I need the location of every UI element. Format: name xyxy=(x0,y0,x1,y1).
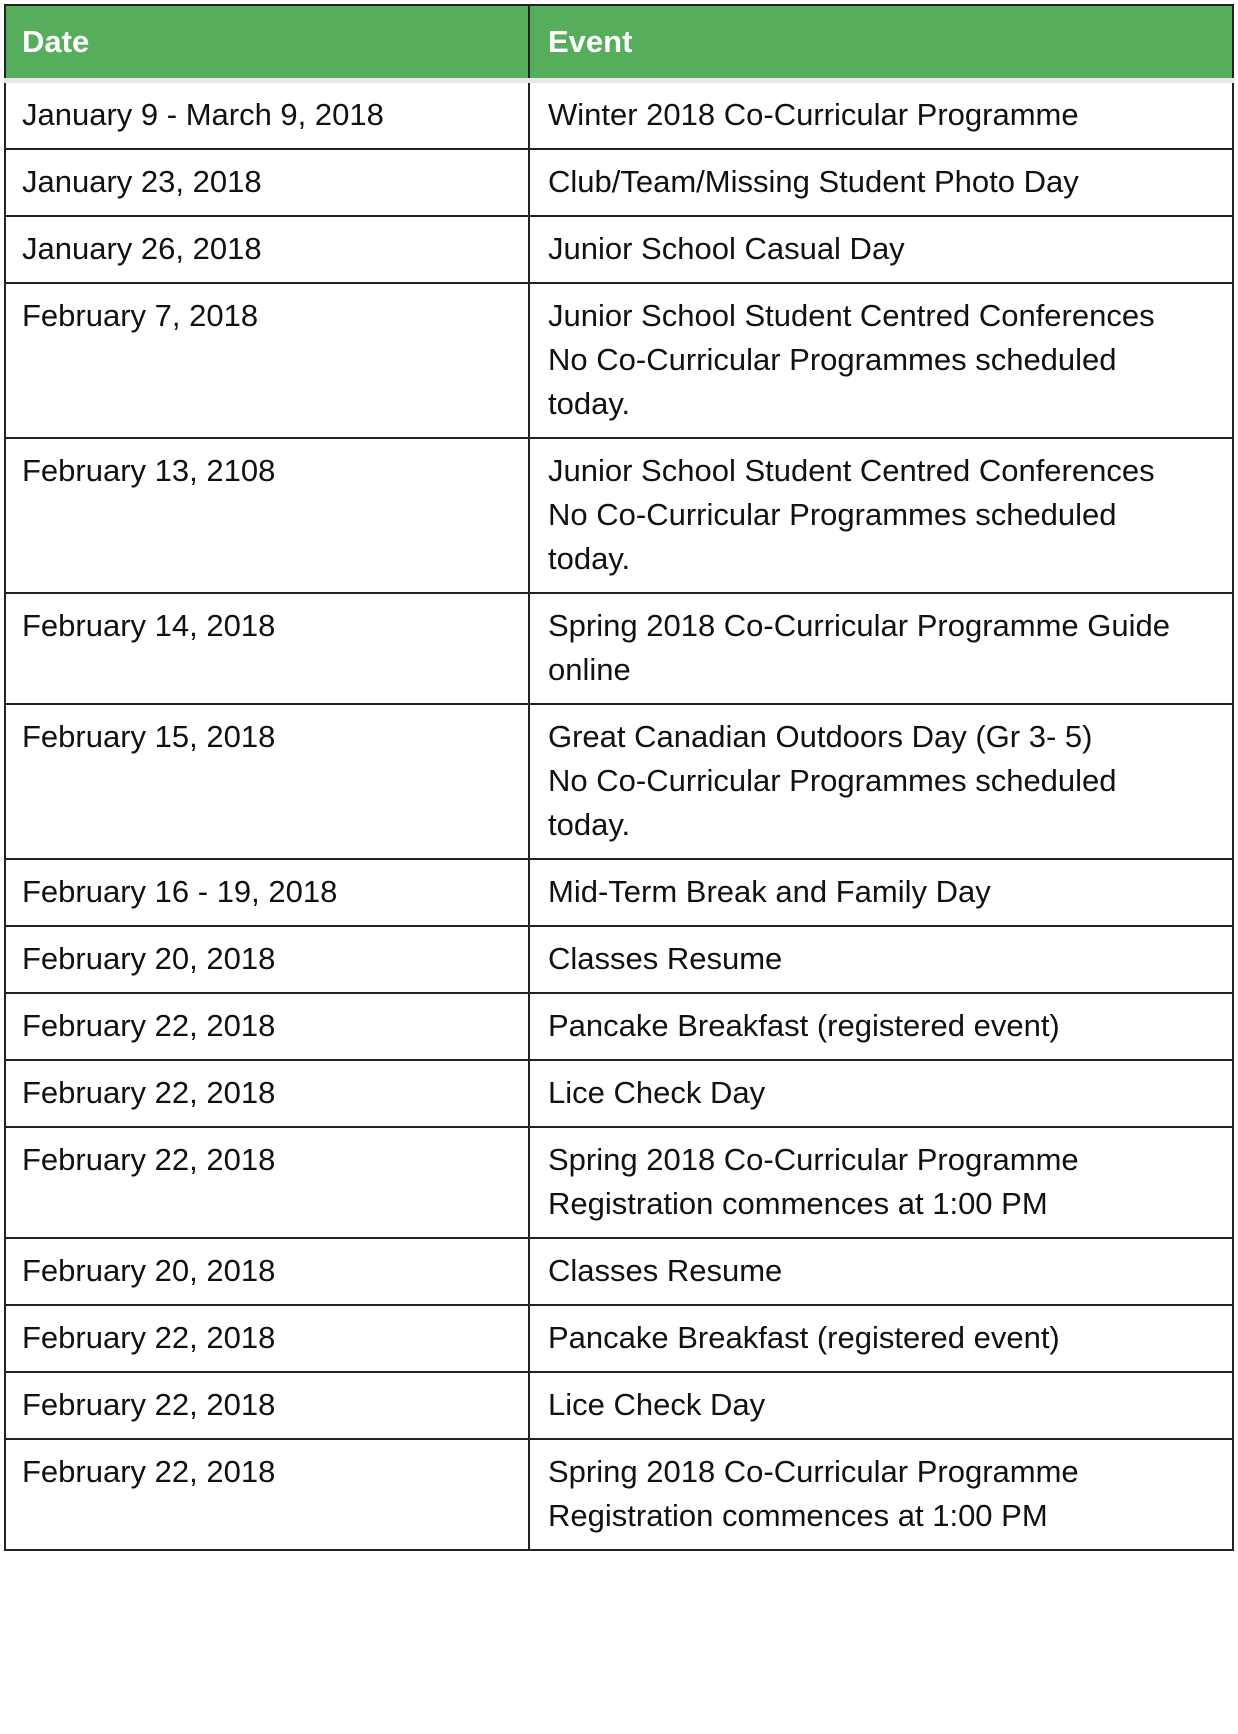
event-text-line: Pancake Breakfast (registered event) xyxy=(548,1008,1060,1043)
event-cell xyxy=(529,593,1233,704)
date-cell: February 22, 2018 xyxy=(5,1439,529,1550)
event-cell xyxy=(529,1305,1233,1372)
table-row xyxy=(5,859,1233,926)
date-cell: January 23, 2018 xyxy=(5,149,529,216)
event-cell xyxy=(529,926,1233,993)
event-cell xyxy=(529,1127,1233,1238)
date-cell: February 13, 2108 xyxy=(5,438,529,593)
table-row xyxy=(5,216,1233,283)
event-text-line: Junior School Casual Day xyxy=(548,231,905,266)
event-cell xyxy=(529,81,1233,150)
date-cell: February 22, 2018 xyxy=(5,1305,529,1372)
table-row xyxy=(5,1305,1233,1372)
date-cell: February 22, 2018 xyxy=(5,1060,529,1127)
events-table xyxy=(4,4,1234,1551)
event-cell xyxy=(529,283,1233,438)
event-text-line: today. xyxy=(548,541,631,576)
table-row xyxy=(5,704,1233,859)
event-cell xyxy=(529,1238,1233,1305)
event-cell xyxy=(529,1372,1233,1439)
event-text-line: Junior School Student Centred Conferences xyxy=(548,298,1155,333)
event-cell xyxy=(529,859,1233,926)
date-cell: February 7, 2018 xyxy=(5,283,529,438)
event-text-line: Great Canadian Outdoors Day (Gr 3- 5) xyxy=(548,719,1093,754)
event-text-line: No Co-Curricular Programmes scheduled xyxy=(548,497,1117,532)
event-cell xyxy=(529,993,1233,1060)
event-cell xyxy=(529,1439,1233,1550)
date-cell: February 14, 2018 xyxy=(5,593,529,704)
event-column-header: Event xyxy=(529,5,1233,81)
header-row xyxy=(5,5,1233,81)
event-text-line: Mid-Term Break and Family Day xyxy=(548,874,991,909)
table-row xyxy=(5,993,1233,1060)
event-text-line: Spring 2018 Co-Curricular Programme xyxy=(548,1142,1079,1177)
event-text-line: Winter 2018 Co-Curricular Programme xyxy=(548,97,1079,132)
date-cell: February 22, 2018 xyxy=(5,993,529,1060)
date-cell: February 20, 2018 xyxy=(5,926,529,993)
table-row xyxy=(5,926,1233,993)
table-row xyxy=(5,593,1233,704)
table-row xyxy=(5,438,1233,593)
date-cell: February 15, 2018 xyxy=(5,704,529,859)
date-cell: February 20, 2018 xyxy=(5,1238,529,1305)
date-cell: January 9 - March 9, 2018 xyxy=(5,81,529,150)
event-cell xyxy=(529,438,1233,593)
event-text-line: Classes Resume xyxy=(548,941,783,976)
event-text-line: today. xyxy=(548,807,631,842)
event-text-line: online xyxy=(548,652,631,687)
date-column-header: Date xyxy=(5,5,529,81)
event-text-line: today. xyxy=(548,386,631,421)
table-row xyxy=(5,1372,1233,1439)
date-cell: January 26, 2018 xyxy=(5,216,529,283)
event-cell xyxy=(529,149,1233,216)
event-text-line: No Co-Curricular Programmes scheduled xyxy=(548,342,1117,377)
event-text-line: Registration commences at 1:00 PM xyxy=(548,1186,1048,1221)
date-cell: February 16 - 19, 2018 xyxy=(5,859,529,926)
date-cell: February 22, 2018 xyxy=(5,1372,529,1439)
event-text-line: Junior School Student Centred Conferences xyxy=(548,453,1155,488)
table-row xyxy=(5,149,1233,216)
table-row xyxy=(5,1439,1233,1550)
event-cell xyxy=(529,704,1233,859)
event-text-line: Registration commences at 1:00 PM xyxy=(548,1498,1048,1533)
table-row xyxy=(5,81,1233,150)
event-text-line: Club/Team/Missing Student Photo Day xyxy=(548,164,1079,199)
table-row xyxy=(5,1127,1233,1238)
event-text-line: No Co-Curricular Programmes scheduled xyxy=(548,763,1117,798)
event-text-line: Spring 2018 Co-Curricular Programme Guide xyxy=(548,608,1170,643)
event-cell xyxy=(529,216,1233,283)
event-text-line: Classes Resume xyxy=(548,1253,783,1288)
table-row xyxy=(5,283,1233,438)
event-text-line: Lice Check Day xyxy=(548,1075,766,1110)
event-text-line: Spring 2018 Co-Curricular Programme xyxy=(548,1454,1079,1489)
table-body xyxy=(5,81,1233,1551)
date-cell: February 22, 2018 xyxy=(5,1127,529,1238)
events-table-container xyxy=(4,4,1232,1551)
table-row xyxy=(5,1060,1233,1127)
event-text-line: Lice Check Day xyxy=(548,1387,766,1422)
event-text-line: Pancake Breakfast (registered event) xyxy=(548,1320,1060,1355)
event-cell xyxy=(529,1060,1233,1127)
table-header xyxy=(5,5,1233,81)
table-row xyxy=(5,1238,1233,1305)
